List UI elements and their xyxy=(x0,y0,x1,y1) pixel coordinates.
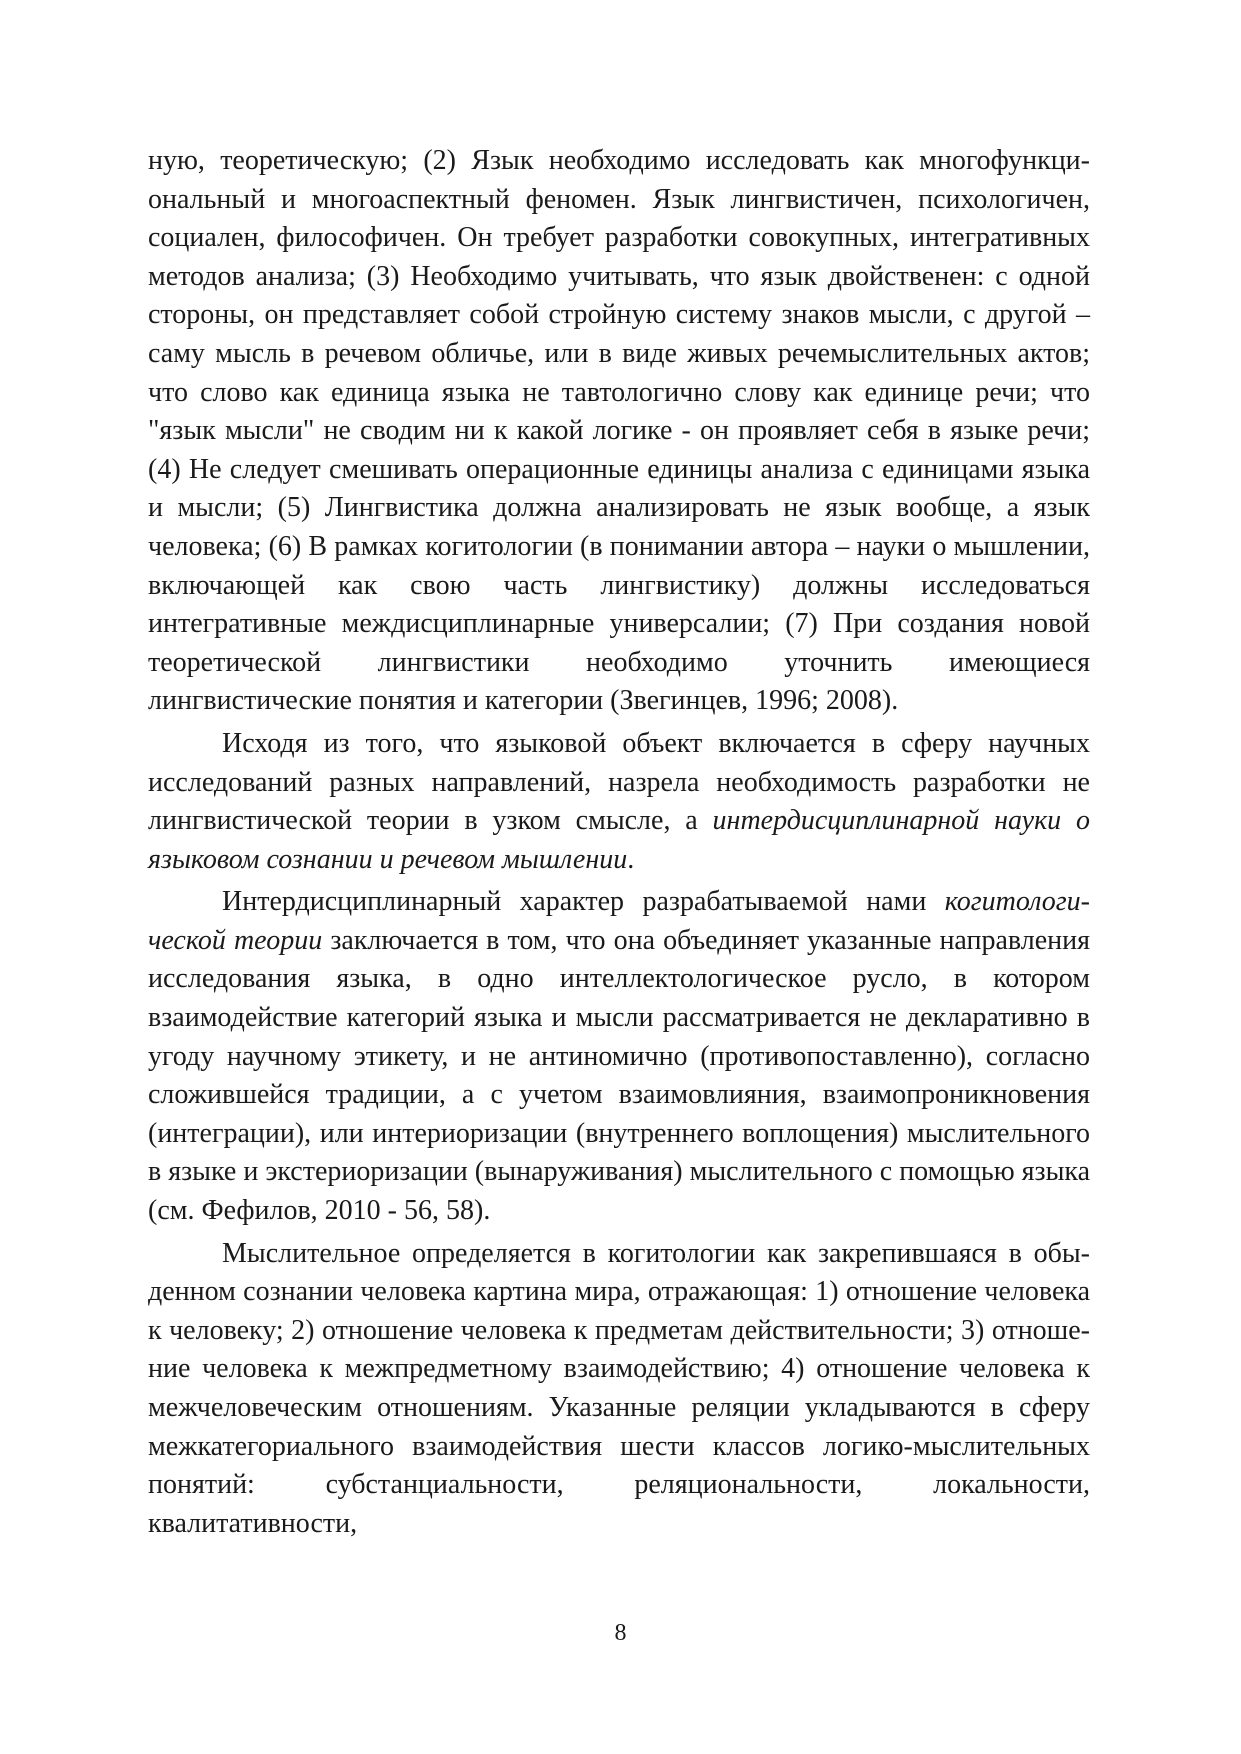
body-text xyxy=(148,142,1090,1543)
paragraph-3-end: заключается в том, что она объединяет указанные направления исследования языка, в одно интеллектологическое русло, в котором взаимодействие категорий языка и мысли рассматривается не декларативно в угоду научному этикету, и не антиномично (противопоставленно), согласно сложившейся традиции, а с учетом взаимовлияния, взаимопроникновения (интеграции), или интериоризации (внутреннего воплощения) мыслительного в языке и экстериоризации (вынаруживания) мыслительного с помощью языка (см. Фефилов, 2010 - 56, 58). xyxy=(148,924,1091,1227)
paragraph-2-italic: интердисциплинарной науки о языковом сознании и речевом мышлении xyxy=(148,805,1090,875)
paragraph-3 xyxy=(148,883,1090,1230)
paragraph-3-italic: когитологической теории xyxy=(148,886,1090,956)
page-number: 8 xyxy=(614,1620,627,1646)
paragraph-2-text: Исходя из того, что языковой объект включается в сферу научных исследований разных направлений, назрела необходимость разработки не лингвистической теории в узком смысле, а xyxy=(148,727,1090,837)
paragraph-1: ную, теоретическую; (2) Язык необходимо исследовать как многофункциональный и многоаспектный феномен. Язык лингвистичен, психологичен, социален, философичен. Он требует разработки совокупных, интегративных методов анализа; (3) Необходимо учитывать, что язык двойственен: с одной стороны, он представляет собой стройную систему знаков мысли, с другой – саму мысль в речевом обличье, или в виде живых речемыслительных актов; что слово как единица языка не тавтологично слову как единице речи; что "язык мысли" не сводим ни к какой логике - он проявляет себя в языке речи; (4) Не следует смешивать операционные единицы анализа с единицами языка и мысли; (5) Лингвистика должна анализировать не язык вообще, а язык человека; (6) В рамках когитологии (в понимании автора – науки о мышлении, включающей как свою часть лингвистику) должны исследоваться интегративные междисциплинарные универсалии; (7) При создания новой теоретической лингвистики необходимо уточнить имеющиеся лингвистические понятия и категории (Звегинцев, 1996; 2008). xyxy=(148,145,1090,717)
paragraph-2 xyxy=(148,725,1090,879)
paragraph-4: Мыслительное определяется в когитологии как закрепившаяся в обыденном сознании человека картина мира, отражающая: 1) отношение человека к человеку; 2) отношение человека к предметам действительности; 3) отношение человека к межпредметному взаимодействию; 4) отношение человека к межчеловеческим отношениям. Указанные реляции укладываются в сферу межкатегориального взаимодействия шести классов логико-мыслительных понятий: субстанциальности, реляциональности, локальности, квалитативности, xyxy=(148,1237,1090,1539)
paragraph-3-text: Интердисциплинарный характер разрабатываемой нами xyxy=(222,886,945,918)
paragraph-2-end: . xyxy=(627,843,635,875)
